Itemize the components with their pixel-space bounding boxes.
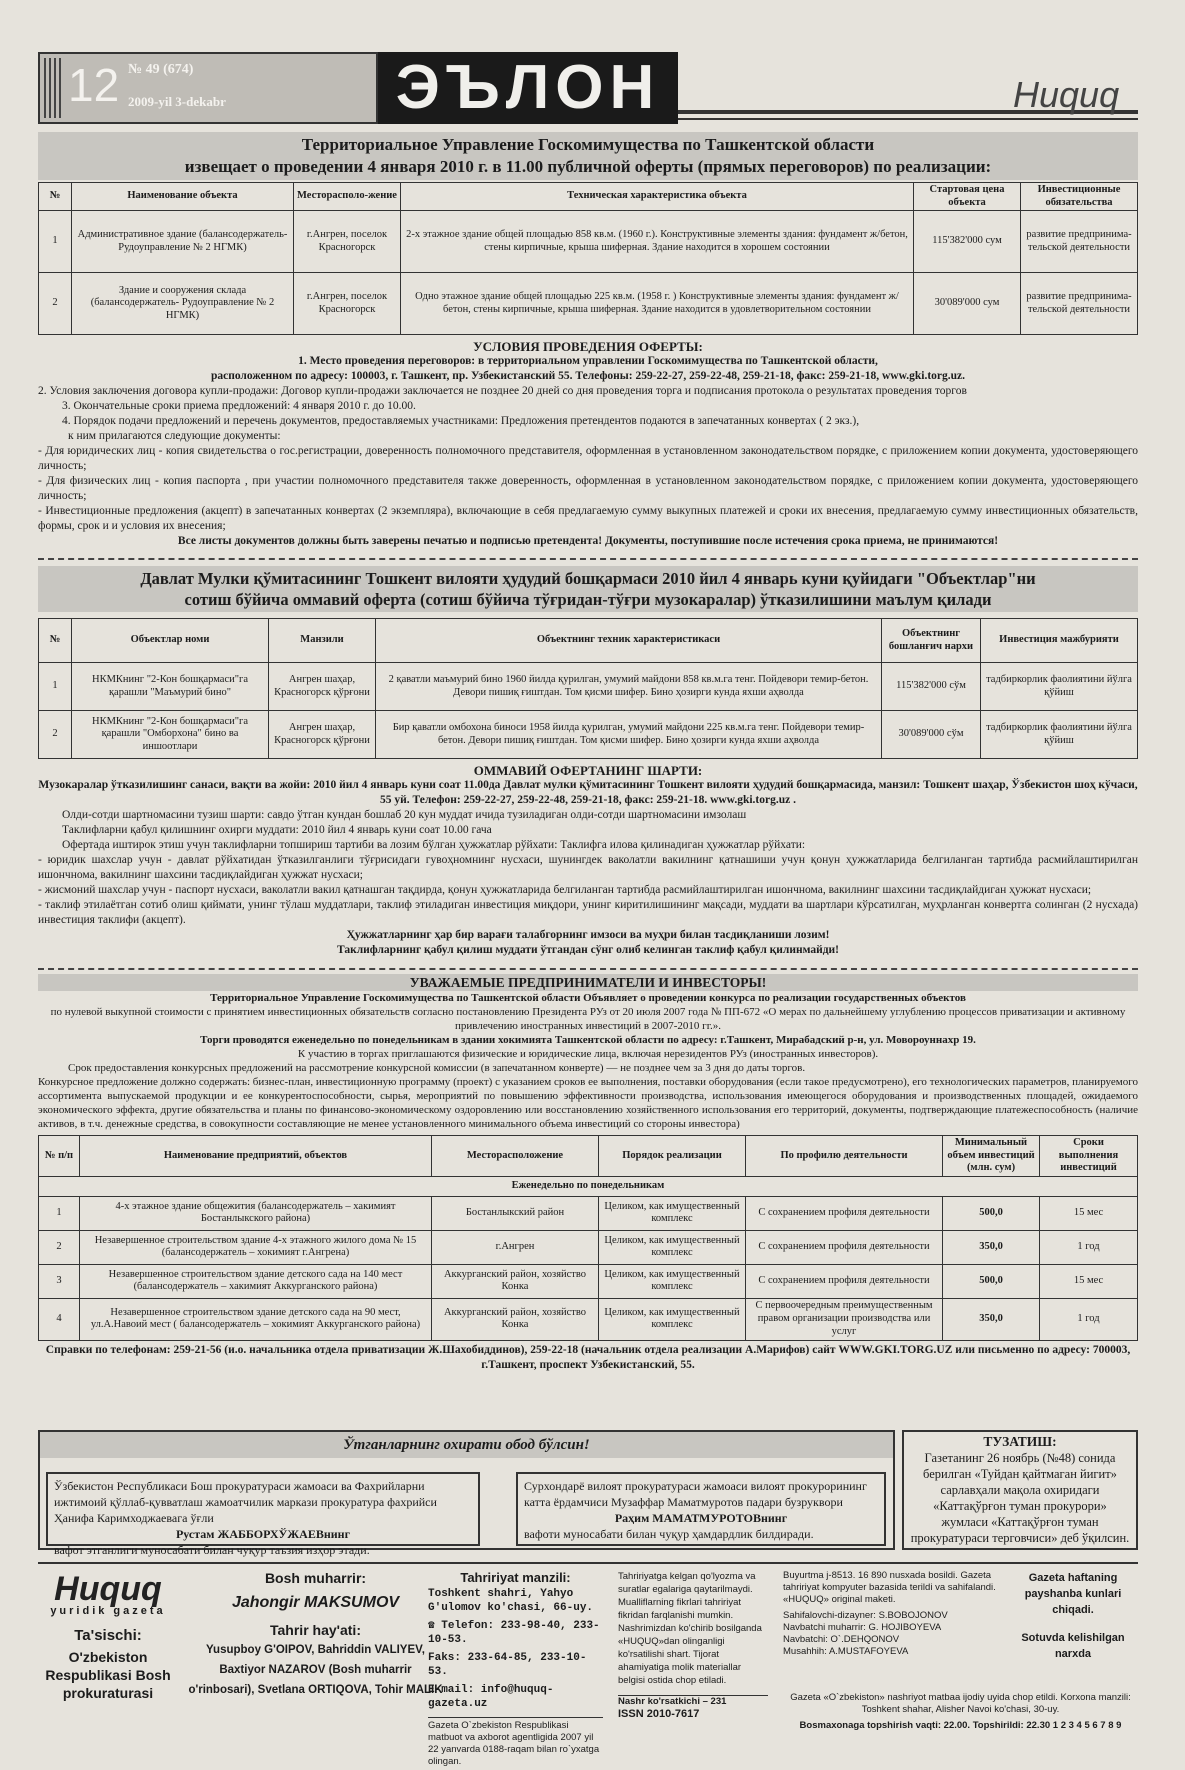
cell: 2: [39, 711, 72, 759]
table-row: [39, 1230, 1138, 1264]
cell: 1 год: [1040, 1230, 1138, 1264]
price: Sotuvda kelishilgan narxda: [1021, 1632, 1125, 1660]
dashed-divider: [38, 968, 1138, 970]
cell: 3: [39, 1264, 80, 1298]
schedule-subheader: Еженедельно по понедельникам: [39, 1176, 1138, 1196]
condition-2: Олди-сотди шартномасини тузиш шарти: савдо ўтган кундан бошлаб 20 кун муддат ичида тузиладиган олди-сотди шартномасини имзолаш: [62, 809, 747, 821]
condition-9: Таклифларнинг қабул қилиш муддати ўтгандан сўнг олиб келинган таклиф қабул қилинмайди!: [336, 944, 840, 956]
announcement-title: [38, 132, 1138, 180]
col-header: Объектнинг бошланғич нархи: [882, 619, 981, 663]
cell: Бир қаватли омбохона биноси 1958 йилда қурилган, умумий майдони 225 кв.м.га тенг. Пойдевори темир-бетон. Девори пишиқ ғиштдан. Том қисми шифер. Бино ҳозирги кунда яхши аҳволда: [376, 711, 882, 759]
condition-2: 2. Условия заключения договора купли-продажи: Договор купли-продажи заключается не позднее 20 дней со дня проведения торга и подписания протокола о результатах проведения торгов: [38, 385, 967, 398]
condition-1: 1. Место проведения переговоров: в территориальном управлении Госкомимущества по Ташкентской области,: [298, 355, 878, 368]
dashed-divider: [38, 558, 1138, 560]
conditions-title: ОММАВИЙ ОФЕРТАНИНГ ШАРТИ:: [473, 763, 703, 778]
imprint-staff: [783, 1570, 998, 1658]
address-label: Tahririyat manzili:: [460, 1570, 571, 1585]
col-header: Сроки выполнения инвестиций: [1040, 1136, 1138, 1177]
condolence-right-text: Сурхондарё вилоят прокуратураси жамоаси вилоят прокурорининг катта ёрдамчиси Музаффар Маматмуротов падари бузруквори: [524, 1479, 867, 1509]
disclaimer: Tahririyatga kelgan qo'lyozma va suratlar egalariga qaytarilmaydi. Mualliflarning fikrlari tahririyat fikridan farqlanishi mumkin. Nashrimizdan ko'chirib bosilganda «HUQUQ»dan olinganligi ko'rsatilishi shart. Tijorat ahamiyatiga molik materiallar belgisi ostida chop etiladi.: [618, 1571, 762, 1686]
imprint-address: [428, 1570, 603, 1768]
condition-4: Офертада иштирок этиш учун таклифларни топшириш тартиби ва лозим бўлган ҳужжатлар рўйхати: Таклифга илова қилинадиган ҳужжатлар рўйхати:: [62, 839, 806, 851]
header-issue-box: [38, 52, 378, 124]
condition-4-individual: - Для физических лиц - копия паспорта , при участии полномочного представителя также доверенность, оформленная в установленном законодательством порядке, с приложением копии документа, удостоверяющего личность;: [38, 475, 1138, 503]
col-header: Порядок реализации: [599, 1136, 746, 1177]
col-header: Минимальный объем инвестиций (млн. сум): [943, 1136, 1040, 1177]
cell: 500,0: [943, 1196, 1040, 1230]
cell: 1: [39, 211, 72, 273]
header-rule-thin: [678, 118, 1138, 120]
col-header: Объектлар номи: [72, 619, 269, 663]
condition-8: Ҳужжатларнинг ҳар бир варағи талабгорнинг имзоси ва муҳри билан тасдиқланиши лозим!: [346, 929, 830, 941]
cell: Аккурганский район, хозяйство Конка: [432, 1264, 599, 1298]
phone-text: Telefon: 233-98-40, 233-10-53.: [428, 1620, 600, 1646]
cell: Незавершенное строительством здание детского сада на 90 мест, ул.А.Навоий мест ( балансодержатель – хокимият Аккурганского района): [80, 1298, 432, 1340]
col-header: Инвестиция мажбурияти: [981, 619, 1138, 663]
title-line-2: извещает о проведении 4 января 2010 г. в 11.00 публичной оферты (прямых переговоров) по реализации:: [184, 157, 992, 176]
conditions-title: УСЛОВИЯ ПРОВЕДЕНИЯ ОФЕРТЫ:: [473, 339, 703, 355]
cell: С сохранением профиля деятельности: [746, 1196, 943, 1230]
cell: Аккурганский район, хозяйство Конка: [432, 1298, 599, 1340]
col-header: № п/п: [39, 1136, 80, 1177]
cell: НКМКнинг "2-Кон бошқармаси"га қарашли "Маъмурий бино": [72, 663, 269, 711]
cell: 1: [39, 1196, 80, 1230]
condition-4-investment: - Инвестиционные предложения (акцепт) в запечатанных конвертах (2 экземпляра), включающие в себя предлагаемую сумму выкупных платежей и сроки их внесения, предлагаемую сумму инвестиционных обязательств, формы, срок и и условия их внесения;: [38, 505, 1138, 533]
cell: С первоочередным преимущественным правом организации производства или услуг: [746, 1298, 943, 1340]
contest-place: Торги проводятся еженедельно по понедельникам в здании хокимията Ташкентской области по адресу: г.Ташкент, Мирабадский р-н, ул. Мовороуннахр 19.: [200, 1034, 976, 1046]
condolence-box: [38, 1430, 895, 1557]
col-header: Стартовая цена объекта: [914, 183, 1021, 211]
condition-4: 4. Порядок подачи предложений и перечень документов, предоставляемых участниками: Предложения претендентов подаются в запечатанных конвертах ( 2 экз.),: [62, 415, 860, 428]
title-line-1: Давлат Мулки қўмитасининг Тошкент вилояти ҳудудий бошқармаси 2010 йил 4 январь куни қуйидаги "Объектлар"ни: [140, 569, 1036, 588]
founder: O'zbekiston Respublikasi Bosh prokuraturasi: [45, 1649, 171, 1701]
cell: 4-х этажное здание общежития (балансодержатель – хакимият Бостанлыкского района): [80, 1196, 432, 1230]
imprint-footer: [38, 1562, 1138, 1767]
cell: Незавершенное строительством здание детского сада на 140 мест (балансодержатель – хакимият Аккурганского района): [80, 1264, 432, 1298]
cell: развитие предпринима-тельской деятельности: [1021, 211, 1138, 273]
contest-objects-table: [38, 1135, 1138, 1341]
condition-7: - таклиф этилаётган сотиб олиш қиймати, унинг тўлаш муддатлари, таклиф этиладиган инвестиция миқдори, унинг киритилишининг мақсади, муддати ва шартлари кўрсатилган, муҳрланган конвертга солинган (2 нусхада) инвестиция таклифи (акцепт).: [38, 899, 1138, 926]
cell: 115'382'000 сум: [914, 211, 1021, 273]
cell: 2: [39, 273, 72, 335]
condition-3: Таклифларни қабул қилишнинг охирги муддати: 2010 йил 4 январь куни соат 10.00 гача: [62, 824, 492, 836]
col-header: Наименование предприятий, объектов: [80, 1136, 432, 1177]
printer-info: Gazeta «O`zbekiston» nashriyot matbaa ijodiy uyida chop etildi. Korxona manzili: Toshkent shahar, Alisher Navoi ko'chasi, 30-uy.: [790, 1692, 1131, 1715]
cell: 2: [39, 1230, 80, 1264]
print-order: Buyurtma j-8513. 16 890 nusxada bosildi. Gazeta tahririyat kompyuter bazasida terildi va sahifalandi. «HUQUQ» original maketi.: [783, 1570, 996, 1605]
col-header: Месторасполо-жение: [294, 183, 401, 211]
page-number: 12: [68, 59, 120, 111]
condolence-right-name: Раҳим МАМАТМУРОТОВнинг: [614, 1511, 788, 1525]
cell: Ангрен шаҳар, Красногорск қўрғони: [269, 711, 376, 759]
table-row: [39, 273, 1138, 335]
issue-number: № 49 (674): [128, 62, 194, 77]
correction-text: Газетанинг 26 ноябрь (№48) сонида берилган «Туйдан қайтмаган йигит» сарлавҳали мақола охиридаги «Каттақўрғон туман прокурори» жумласи «Каттақўрғон туман прокуратураси терговчиси» деб ўқилсин.: [910, 1451, 1130, 1545]
contest-requirements: Конкурсное предложение должно содержать: бизнес-план, инвестиционную программу (проект) с указанием сроков ее выполнения, поставки оборудования (если такое предусмотрено), его технологических параметров, планируемого ассортимента выпускаемой продукции и ее конкурентоспособности, сырья, мероприятий по повышению эффективности производства, использования имеющегося оборудования и производственных площадей, ожидаемого экономического эффекта, другие обязательства и планы по финансово-экономическому оздоровлению или восстановлению хозяйственного использования его территорий, документы, подтверждающие платежеспособность (наличие активов, в т.ч. денежные средства, в совокупности составляющие не менее установленного минимального объема инвестиций со стороны инвестора): [38, 1076, 1138, 1130]
issn: ISSN 2010-7617: [618, 1708, 700, 1720]
issue-date: 2009-yil 3-dekabr: [128, 94, 226, 109]
cell: Ангрен шаҳар, Красногорск қўрғони: [269, 663, 376, 711]
condolence-left-text: Ўзбекистон Республикаси Бош прокуратураси жамоаси ва Фахрийларни ижтимоий қўллаб-қувватлаш жамоатчилик маркази прокуратура фахрийси Ҳанифа Каримходжаевага ўғли: [54, 1479, 437, 1525]
table-row: [39, 711, 1138, 759]
conditions-final-note: Все листы документов должны быть заверены печатью и подписью претендента! Документы, поступившие после истечения срока приема, не принимаются!: [177, 535, 999, 548]
cell: 2 қаватли маъмурий бино 1960 йилда қурилган, умумий майдони 858 кв.м.га тенг. Пойдевори темир-бетон. Девори пишиқ ғиштдан. Том қисми шифер. Бино ҳозирги кунда яхши аҳволда: [376, 663, 882, 711]
cell: 350,0: [943, 1298, 1040, 1340]
condition-4-legal: - Для юридических лиц - копия свидетельства о гос.регистрации, доверенность полномочного представителя, оформленная в установленном законодательством порядке, с приложением копии документа, удостоверяющего личность;: [38, 445, 1138, 473]
cell: 4: [39, 1298, 80, 1340]
signed-to-print: Bosmaxonaga topshirish vaqti: 22.00. Topshirildi: 22.30 1 2 3 4 5 6 7 8 9: [799, 1720, 1122, 1731]
condition-4-intro: к ним прилагаются следующие документы:: [68, 430, 281, 443]
condolence-left-name: Рустам ЖАББОРХЎЖАЕВнинг: [175, 1527, 351, 1541]
cell: Одно этажное здание общей площадью 225 кв.м. (1958 г. ) Конструктивные элементы здания: фундамент ж/бетон, стены кирпичные, крыша шиферная. Здание находится в удовлетворительном состоянии: [401, 273, 914, 335]
condition-1-address: расположенном по адресу: 100003, г. Ташкент, пр. Узбекистанский 55. Телефоны: 259-22-27, 259-22-48, 259-21-18, факс: 259-21-18, www.gki.torg.uz.: [210, 370, 966, 383]
table-row: [39, 211, 1138, 273]
newspaper-name: Huquq: [1013, 74, 1120, 115]
table-row: [39, 1264, 1138, 1298]
title-line-1: Территориальное Управление Госкомимущества по Ташкентской области: [301, 135, 875, 154]
contest-decree: по нулевой выкупной стоимости с принятием инвестиционных обязательств согласно постановлению Президента РУз от 20 июля 2007 года № ПП-672 «О мерах по дальнейшему углублению процессов приватизации и активному привлечению иностранных инвестиций в 2007-2010 гг.».: [50, 1006, 1126, 1032]
email: E-mail: info@huquq-gazeta.uz: [428, 1684, 554, 1710]
contest-title: УВАЖАЕМЫЕ ПРЕДПРИНИМАТЕЛИ И ИНВЕСТОРЫ!: [38, 974, 1138, 991]
table-row: [39, 1298, 1138, 1340]
condition-5: - юридик шахслар учун - давлат рўйхатидан ўтказилганлиги тўғрисидаги гувоҳномнинг нусхаси, шунингдек ваколатли вакилнинг қатнашиши учун қонун ҳужжатларида белгиланган тартибда расмийлаштирилган ишончнома, вакилнинг шахсини тасдиқлайдиган ҳужжат нусхаси;: [38, 854, 1138, 881]
table-row: [39, 663, 1138, 711]
col-header: №: [39, 183, 72, 211]
cell: НКМКнинг "2-Кон бошқармаси"га қарашли "Омборхона" бино ва иншоотлари: [72, 711, 269, 759]
condolence-left: [46, 1472, 480, 1557]
condolence-title: Ўтганларнинг охирати обод бўлсин!: [40, 1432, 893, 1458]
table-header-row: [39, 619, 1138, 663]
condolence-left-end: вафот этганлиги муносабати билан чуқур таъзия изҳор этади.: [54, 1543, 370, 1557]
contest-intro: Территориальное Управление Госкомимущества по Ташкентской области Объявляет о проведении конкурса по реализации государственных объектов: [210, 992, 966, 1004]
objects-table: [38, 182, 1138, 335]
offer-conditions: [38, 763, 1138, 958]
cell: 500,0: [943, 1264, 1040, 1298]
cell: Бостанлыкский район: [432, 1196, 599, 1230]
cell: Здание и сооружения склада (балансодержатель- Рудоуправление № 2 НГМК): [72, 273, 294, 335]
cell: Целиком, как имущественный комплекс: [599, 1298, 746, 1340]
cell: 1 год: [1040, 1298, 1138, 1340]
correction-box: [902, 1430, 1138, 1550]
title-line-2: сотиш бўйича оммавий оферта (сотиш бўйича тўғридан-тўғри музокаралар) ўтказилишини маълум қилади: [184, 590, 992, 609]
objects-table: [38, 618, 1138, 759]
imprint-schedule: [1008, 1570, 1138, 1662]
table-row: [39, 1196, 1138, 1230]
header-stripes: [44, 58, 64, 118]
page-header: [38, 52, 1138, 124]
imprint-disclaimer: [618, 1570, 768, 1720]
cell: 30'089'000 сўм: [882, 711, 981, 759]
cell: тадбиркорлик фаолиятини йўлга қўйиш: [981, 711, 1138, 759]
cell: Целиком, как имущественный комплекс: [599, 1230, 746, 1264]
col-header: №: [39, 619, 72, 663]
contest-participants: К участию в торгах приглашаются физические и юридические лица, включая нерезидентов РУз (иностранных инвесторов).: [297, 1048, 879, 1060]
cell: Административное здание (балансодержатель-Рудоуправление № 2 НГМК): [72, 211, 294, 273]
condolence-right-end: вафоти муносабати билан чуқур ҳамдардлик билдиради.: [524, 1527, 814, 1541]
col-header: Манзили: [269, 619, 376, 663]
announcement-contest: [38, 974, 1138, 1373]
condition-1: Музокаралар ўтказилишинг санаси, вақти ва жойи: 2010 йил 4 январь куни соат 11.00да Давлат мулки қўмитасининг Тошкент вилояти ҳудудий бошқармасида, манзил: Тошкент шаҳар, Ўзбекистон шоҳ кўчаси, 55 уй. Телефон: 259-22-27, 259-22-48, 259-21-18, факс: 259-21-18. www.gki.torg.uz .: [38, 779, 1138, 806]
publication-index: Nashr ko'rsatkichi – 231: [618, 1695, 768, 1708]
cell: г.Ангрен, поселок Красногорск: [294, 211, 401, 273]
cell: 15 мес: [1040, 1264, 1138, 1298]
cell: Целиком, как имущественный комплекс: [599, 1264, 746, 1298]
cell: 1: [39, 663, 72, 711]
cell: 15 мес: [1040, 1196, 1138, 1230]
col-header: Объектнинг техник характеристикаси: [376, 619, 882, 663]
cell: развитие предпринима-тельской деятельности: [1021, 273, 1138, 335]
designer: Sahifalovchi-dizayner: S.BOBOJONOV: [783, 1610, 948, 1621]
publication-schedule: Gazeta haftaning payshanba kunlari chiqadi.: [1024, 1572, 1122, 1616]
cell: С сохранением профиля деятельности: [746, 1230, 943, 1264]
table-subheader-row: [39, 1176, 1138, 1196]
imprint-founder: [38, 1570, 178, 1702]
cell: 115'382'000 сўм: [882, 663, 981, 711]
cell: Целиком, как имущественный комплекс: [599, 1196, 746, 1230]
cell: Незавершенное строительством здание 4-х этажного жилого дома № 15 (балансодержатель – хокимият г.Ангрена): [80, 1230, 432, 1264]
address: Toshkent shahri, Yahyo G'ulomov ko'chasi, 66-uy.: [428, 1588, 594, 1614]
contest-deadline: Срок предоставления конкурсных предложений на рассмотрение конкурсной комиссии (в запечатанном конверте) — не позднее чем за 3 дня до даты торгов.: [68, 1062, 806, 1074]
col-header: Месторасположение: [432, 1136, 599, 1177]
col-header: Инвестиционные обязательства: [1021, 183, 1138, 211]
table-header-row: [39, 183, 1138, 211]
table-header-row: [39, 1136, 1138, 1177]
cell: г.Ангрен: [432, 1230, 599, 1264]
cell: 350,0: [943, 1230, 1040, 1264]
imprint-editors: [188, 1570, 443, 1700]
registration: Gazeta O`zbekiston Respublikasi matbuot va axborot agentligida 2007 yil 22 yanvarda 0188-raqam bilan ro`yxatga olingan.: [428, 1717, 603, 1768]
board-label: Tahrir hay'ati:: [270, 1622, 361, 1638]
condolence-right: [516, 1472, 886, 1546]
logo-subtitle: yuridik gazeta: [50, 1605, 166, 1617]
condition-3: 3. Окончательные сроки приема предложений: 4 января 2010 г. до 10.00.: [62, 400, 416, 413]
cell: г.Ангрен, поселок Красногорск: [294, 273, 401, 335]
cell: 30'089'000 сум: [914, 273, 1021, 335]
section-masthead: ЭЪЛОН: [378, 52, 678, 124]
founder-label: Ta'sischi:: [74, 1627, 142, 1644]
newspaper-logo: Huquq: [54, 1570, 162, 1608]
duty-editor: Navbatchi muharrir: G. HOJIBOYEVA: [783, 1622, 942, 1633]
fax: Faks: 233-64-85, 233-10-53.: [428, 1652, 587, 1678]
proofreader: Musahhih: A.MUSTAFOYEVA: [783, 1646, 909, 1657]
cell: 2-х этажное здание общей площадью 858 кв.м. (1960 г.). Конструктивные элементы здания: фундамент ж/бетон, стены кирпичные, крыша шиферная. Здание находится в хорошем состоянии: [401, 211, 914, 273]
duty-officer: Navbatchi: O`.DEHQONOV: [783, 1634, 900, 1645]
offer-conditions: [38, 339, 1138, 549]
phone: [428, 1619, 603, 1647]
imprint-printer: [783, 1692, 1138, 1732]
contest-contacts: Справки по телефонам: 259-21-56 (и.о. начальника отдела приватизации Ж.Шахобиддинов), 259-22-18 (начальник отдела реализации А.Марифов) сайт WWW.GKI.TORG.UZ или письменно по адресу: 700003, г.Ташкент, проспект Узбекистанский, 55.: [45, 1343, 1131, 1371]
col-header: По профилю деятельности: [746, 1136, 943, 1177]
announcement-uzbek: [38, 566, 1138, 958]
announcement-russian: [38, 132, 1138, 549]
cell: тадбиркорлик фаолиятини йўлга қўйиш: [981, 663, 1138, 711]
announcement-title: [38, 566, 1138, 612]
col-header: Наименование объекта: [72, 183, 294, 211]
editorial-board: Yusupboy G'OIPOV, Bahriddin VALIYEV, Baxtiyor NAZAROV (Bosh muharrir o'rinbosari), Svetlana ORTIQOVA, Tohir MALIK: [188, 1644, 443, 1696]
cell: С сохранением профиля деятельности: [746, 1264, 943, 1298]
editor-in-chief: Jahongir MAKSUMOV: [231, 1594, 400, 1611]
correction-title: ТУЗАТИШ:: [983, 1434, 1057, 1449]
col-header: Техническая характеристика объекта: [401, 183, 914, 211]
condition-6: - жисмоний шахслар учун - паспорт нусхаси, ваколатли вакил қатнашган тақдирда, қонун ҳужжатларида белгиланган тартибда расмийлаштирилган ишончнома, вакилнинг шахсини тасдиқлайдиган ҳужжат нусхаси;: [38, 884, 1092, 896]
phone-icon: ☎: [428, 1620, 435, 1632]
editor-label: Bosh muharrir:: [264, 1570, 367, 1586]
